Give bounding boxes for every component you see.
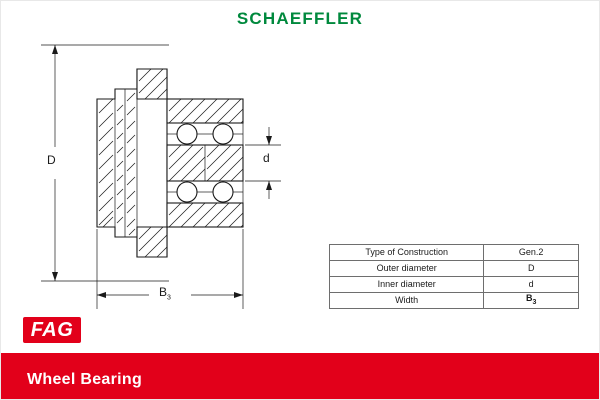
spec-value-width-subscript: 3	[532, 299, 537, 307]
spec-label-outer-diameter: Outer diameter	[330, 261, 484, 277]
table-row	[330, 245, 579, 261]
spec-label-width: Width	[330, 293, 484, 309]
table-row	[330, 261, 579, 277]
spec-label-type-of-construction: Type of Construction	[330, 245, 484, 261]
spec-value-inner-diameter: d	[484, 277, 579, 293]
product-title: Wheel Bearing	[27, 371, 143, 388]
spec-value-outer-diameter: D	[484, 261, 579, 277]
specification-table	[329, 244, 579, 309]
bearing-body-outline	[97, 69, 167, 257]
dimension-label-inner-diameter: d	[263, 151, 270, 165]
bearing-rings-and-balls	[167, 99, 243, 227]
spec-value-width	[484, 293, 579, 309]
dimension-label-outer-diameter: D	[47, 153, 56, 167]
wheel-bearing-section-drawing	[19, 27, 309, 317]
table-row	[330, 293, 579, 309]
dimension-label-width-base: B	[159, 285, 168, 299]
table-row	[330, 277, 579, 293]
spec-value-type-of-construction: Gen.2	[484, 245, 579, 261]
dimension-label-width-subscript: 3	[167, 294, 171, 302]
dimension-label-width	[159, 285, 171, 301]
schaeffler-logo: SCHAEFFLER	[236, 9, 364, 28]
fag-logo: FAG	[23, 317, 81, 343]
spec-label-inner-diameter: Inner diameter	[330, 277, 484, 293]
spec-value-width-base: B	[525, 293, 533, 304]
